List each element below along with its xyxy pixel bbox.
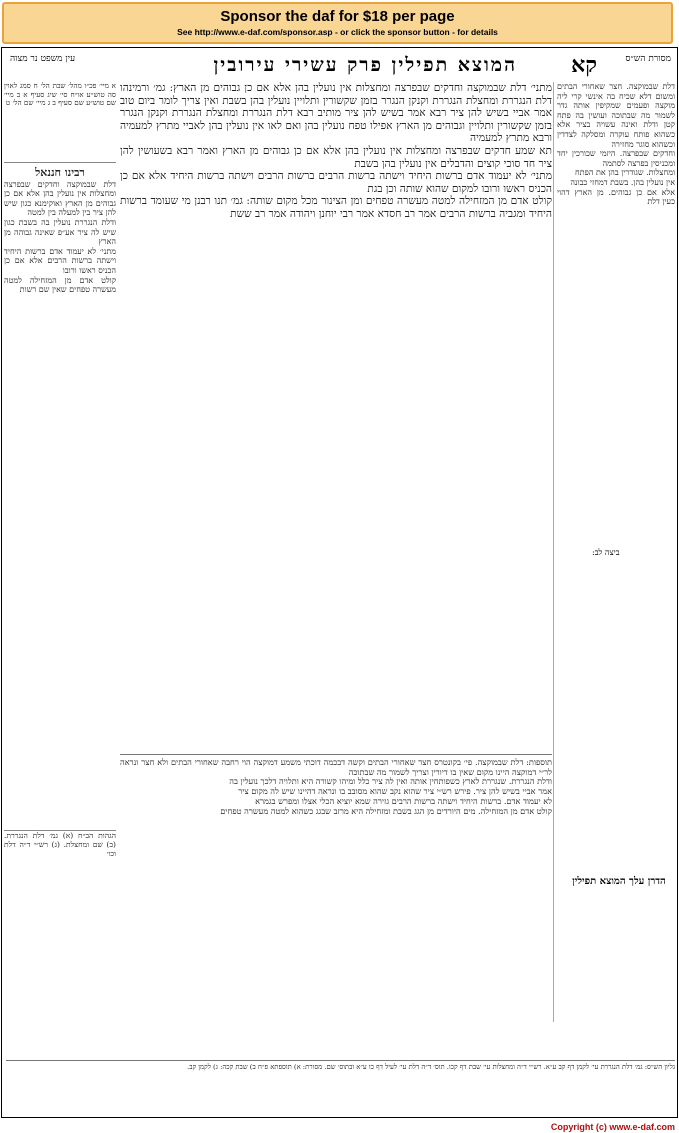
ein-mishpat-column: א מיי׳ פכ״ו מהל׳ שבת הל׳ ח סמג לאוין סה טוש״ע או״ח סי׳ שיג סעיף א ב מיי׳ שם טוש״ע שם סעיף ב ג מיי׳ שם הל׳ ט bbox=[4, 82, 116, 163]
sponsor-title[interactable]: Sponsor the daf for $18 per page bbox=[220, 8, 455, 25]
sponsor-banner[interactable] bbox=[2, 2, 673, 44]
tosafot-paragraph: קולט אדם מן המזחילה. מים היורדים מן הגג בשבת ומזחילה היא מרזב שבגג כשהוא למטה מעשרה טפחים bbox=[220, 805, 552, 816]
chananel-paragraph: קולט אדם מן המזחילה למטה מעשרה טפחים שאין שם רשות bbox=[4, 275, 116, 295]
tosafot-paragraph: תוספות: דלת שבמוקצה. פי׳ בקונטרס חצר שאחורי הבתים וקשה דבכמה דוכתי משמע דמוקצה הוי רחבה שאחורי הבתים ולא חצר ונראה לר״י דמוקצה היינו מקום שאין בו דיורין וצריך לשמור מה שבתוכה bbox=[120, 757, 552, 777]
copyright-link[interactable]: Copyright (c) www.e-daf.com bbox=[550, 1122, 675, 1132]
rashi-paragraph: אין נועלין בהן. בשבת דמחזי כבונה bbox=[570, 177, 675, 187]
tosafot-commentary bbox=[120, 754, 552, 1058]
rashi-paragraph: ומחצלות. שגודרין בהן את הפתח bbox=[575, 168, 675, 178]
masoret-label: מסורת הש״ס bbox=[625, 54, 671, 64]
ein-mishpat-label: עין משפט נר מצוה bbox=[10, 54, 76, 64]
rashi-paragraph: דלת שבמוקצה. חצר שאחורי הבתים ומשום דלא שכיח בה אינשי קרי ליה מוקצה ופעמים שמקיפין אותה גדר לשמור מה שבתוכה ועושין בה פתח קטן ודלת ואינה עשויה בציר אלא כשהוא פותח עוקרה ומסלקה לצדדין וכשהוא סוגר מחזירה bbox=[557, 82, 675, 149]
margin-note: ביצה לב: bbox=[592, 548, 620, 557]
gemara-paragraph: תא שמע חדקים שבפרצה ומחצלות אין נועלין בהן אלא אם כן גבוהים מן הארץ ואמר רבא בשעושין להן ציר חד סוכי קוצים והדבלים אין נועלין בהן בשבת bbox=[120, 144, 552, 170]
sponsor-subtitle[interactable]: See http://www.e-daf.com/sponsor.asp - or click the sponsor button - for details bbox=[177, 27, 498, 37]
footnotes: גליון הש״ס: גמ׳ דלת הנגררת עי׳ לקמן דף קב ע״א. רש״י ד״ה ומחצלות עי׳ שבת דף קכו. תוס׳ ד״ה דלת עי׳ לעיל דף כו ע״א ובתוס׳ שם. מסורת: א) תוספתא פ״ח ב) שבת קכה: ג) לקמן קב. bbox=[6, 1060, 675, 1115]
tosafot-paragraph: אמר אביי בשיש להן ציר. פירש רש״י ציר שהוא נקב שהוא מסובב בו ונראה דהיינו שיש לה מקום ציר bbox=[238, 786, 552, 797]
gemara-paragraph: קולט אדם מן המזחילה למטה מעשרה טפחים ומן הצינור מכל מקום שותה: גמ׳ תנו רבנן מי שעומד ברשות היחיד ומגביה ברשות הרבים אמר רב חסדא אמר רבי יוחנן ויהודה אמר רב ששת bbox=[120, 195, 552, 220]
hadran-mark: הדרן עלך המוצא תפילין bbox=[572, 876, 666, 887]
chapter-title: המוצא תפילין פרק עשירי עירובין bbox=[213, 54, 517, 76]
hagahot-column: הגהות הב״ח (א) גמ׳ דלת הנגררת. (ב) שם ומחצלת. (ג) רש״י ד״ה דלת וכו׳ bbox=[4, 830, 116, 1055]
chananel-paragraph: מתני׳ לא יעמוד אדם ברשות היחיד וישתה ברשות הרבים אלא אם כן הכניס ראשו ורובו bbox=[4, 246, 116, 275]
rashi-paragraph: אלא אם כן גבוהים. מן הארץ דהוי כעין דלת bbox=[557, 187, 675, 207]
chananel-paragraph: דלת שבמוקצה וחדקים שבפרצה ומחצלות אין נועלין בהן אלא אם כן גבוהים מן הארץ ואוקימנא כגון שיש להן ציר בין למעלה בין למטה bbox=[4, 179, 116, 218]
folio-number: קא bbox=[571, 52, 597, 78]
talmud-page bbox=[1, 47, 678, 1118]
rashi-paragraph: וחדקים שבפרצה. היזמי שכורכין יחד ומכניסין בפרצה לסתמה bbox=[557, 149, 675, 168]
rabbeinu-chananel-title: רבינו חננאל bbox=[35, 166, 85, 179]
page-header bbox=[2, 52, 677, 82]
rabbeinu-chananel-column bbox=[4, 166, 116, 826]
tosafot-paragraph: ודלת הנגררת. שנגררת לארץ כשפותחין אותה ואין לה ציר כלל ומיהו קשורה היא ותלויה דלכך נועלין בה bbox=[229, 776, 552, 787]
gemara-paragraph: מתני׳ לא יעמוד אדם ברשות היחיד וישתה ברשות הרבים ברשות הרבים וישתה ברשות היחיד אלא אם כן הכניס ראשו ורובו למקום שהוא שותה וכן בגת bbox=[120, 170, 552, 195]
chananel-paragraph: ודלת הנגררת נועלין בה בשבת כגון שיש לה ציר אע״פ שאינה גבוהה מן הארץ bbox=[4, 217, 116, 247]
gemara-paragraph: מתני׳ דלת שבמוקצה וחדקים שבפרצה ומחצלות אין נועלין בהן אלא אם כן גבוהים מן הארץ: גמ׳ ורמינהו דלת הנגררת ומחצלת הנגררת וקנקן הנגרר בזמן שקשורין ותלויין נועלין בהן בשבת ואין צריך לומר ביום טוב אמר אביי בשיש להן ציר רבא אמר בשיש להן ציר מותיב רבא דלת הנגררת ומחצלת הנגררת וקנקן הנגרר בזמן שקשורין ותלויין וגבוהים מן הארץ אפילו טפח נועלין בהן ואם לאו אין נועלין בהן לאביי מתרץ למעמיה ורבא מתרץ למעמיה bbox=[120, 82, 552, 145]
gemara-text bbox=[120, 82, 552, 750]
tosafot-paragraph: לא יעמוד אדם. ברשות היחיד וישתה ברשות הרבים גזירה שמא יוציא הכלי אצלו ומפרש בגמרא bbox=[255, 795, 552, 806]
